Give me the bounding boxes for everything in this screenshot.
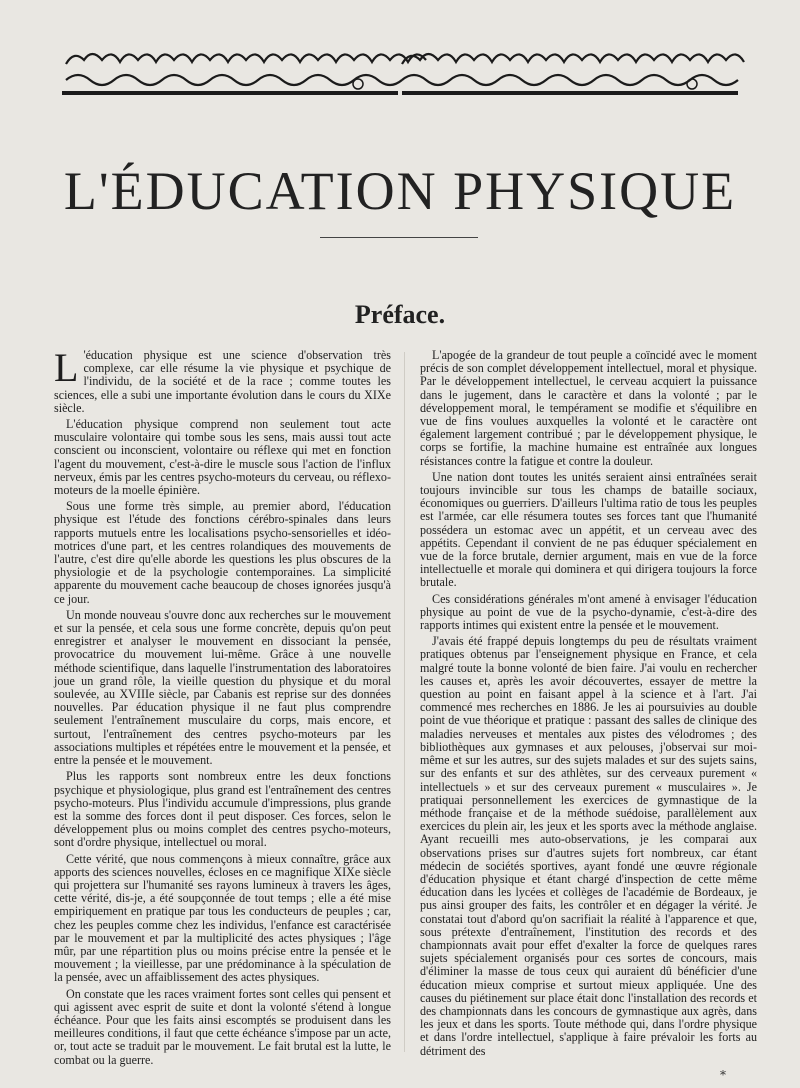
paragraph <box>54 345 391 415</box>
paragraph: Un monde nouveau s'ouvre donc aux recherches sur le mouvement et sur la pensée, et cela sous une forme concrète, depuis qu'on peut enregistrer et analyser le mouvement en dissociant la pensée, provocatrice du mouvement lui-même. Grâce à une nouvelle méthode scientifique, dans laquelle l'instrumentation des laboratoires joue un grand rôle, la vieille question du physique et du moral soulevée, au XVIIIe siècle, par Cabanis est reprise sur des données nouvelles. Par éducation physique il ne faut plus comprendre seulement l'entraînement musculaire du corps, mais encore, et surtout, l'entraînement des centres psycho-moteurs par les associations multiples et répétées entre le mouvement et la pensée, et entre la pensée et le mouvement. <box>54 607 391 768</box>
paragraph: Plus les rapports sont nombreux entre les deux fonctions psychique et physiologique, plus grand est l'entraînement des centres psycho-moteurs. Plus l'individu accumule d'impressions, plus grande est la somme des forces dont il peut disposer. Ces forces, selon le développement plus ou moins complet des centres psycho-moteurs, sont d'ordre physique, intellectuel ou moral. <box>54 769 391 850</box>
drop-capital: L <box>54 345 79 390</box>
paragraph: On constate que les races vraiment fortes sont celles qui pensent et qui agissent avec esprit de suite et dont la volonté s'étend à longue échéance. Pour que les faits ainsi escomptés se produisent dans les meilleures conditions, il faut que cette échéance s'impose par un acte, or, tout acte se traduit par le mouvement. Le fait brutal est la lutte, le combat ou la guerre. <box>54 986 391 1067</box>
paragraph: J'avais été frappé depuis longtemps du peu de résultats vraiment pratiques obtenus par l'enseignement physique en France, et cela malgré toute la bonne volonté de bien faire. J'ai voulu en rechercher les causes et, après les avoir découvertes, essayer de mettre la question au point en faisant appel à la science et à l'art. J'ai commencé mes recherches en 1886. Je les ai poursuivies au double point de vue théorique et pratique : passant des salles de clinique des maladies nerveuses et mentales aux pistes des vélodromes ; des bibliothèques aux gymnases et aux pelouses, j'observai sur moi-même et sur les autres, sur des sujets malades et sur des sujets sains, sur des enfants et sur des athlètes, sur des cerveaux purement « intellectuels » et sur des cerveaux purement « musculaires ». Je pratiquai personnellement les exercices de gymnastique de la méthode française et de la méthode suédoise, parallèlement aux exercices du plein air, les jeux et les sports avec la méthode anglaise. Ayant recueilli mes auto-observations, je les comparai aux observations prises sur d'autres sujets fort nombreux, car étant médecin de sociétés sportives, ayant fondé une œuvre régionale d'éducation physique et étant chargé d'inspection de cette même éducation dans les lycées et collèges de l'académie de Bordeaux, je pus ainsi grouper des faits, les contrôler et en dégager la vérité. Je constatai tout d'abord qu'on sacrifiait la réalité à l'apparence et que, sous prétexte d'entraînement, l'institution des records et des championnats avait pour effet d'exalter la force de quelques rares sujets spécialement organisés pour ces sortes de concours, mais d'éliminer la masse de tous ceux qui auraient dû bénéficier d'une éducation mieux comprise et surtout mieux appliquée. Une des causes du piétinement sur place était donc l'installation des records et des championnats dans les concours de gymnastique aux agrès, dans les jeux et dans les sports. Toute méthode qui, dans l'ordre physique et dans l'ordre intellectuel, s'applique à faire prévaloir les forts au détriment des <box>420 634 757 1058</box>
paragraph: Une nation dont toutes les unités seraient ainsi entraînées serait toujours invincible sur tous les champs de bataille sociaux, économiques ou guerriers. D'ailleurs l'ultima ratio de tous les peuples est l'armée, car elle résumera toutes ses forces tant que l'humanité possédera un estomac avec un appétit, et un cerveau avec des appétits. Cependant il convient de ne pas éduquer spécialement en vue de la force brutale, dernier argument, mais en vue de la force intellectuelle et morale qui dominera et qui dirigera toujours la force brutale. <box>420 469 757 590</box>
right-text-column <box>420 349 757 1059</box>
paragraph: L'éducation physique comprend non seulement tout acte musculaire volontaire qui tombe sous les sens, mais aussi tout acte conscient ou inconscient, volontaire ou réflexe qui met en fonction l'agent du mouvement, c'est-à-dire le muscle sous l'action de l'influx nerveux, émis par les centres psycho-moteurs du cerveau, ou réflexo-moteurs de la moelle épinière. <box>54 417 391 498</box>
title-divider <box>320 237 478 238</box>
paragraph: Sous une forme très simple, au premier abord, l'éducation physique est l'étude des fonctions cérébro-spinales dans leurs rapports mutuels entre les localisations psycho-sensorielles et idéo-motrices d'une part, et les centres rolandiques des mouvements de l'autre, c'est dire qu'elle aborde les questions les plus obscures de la physiologie et de la psychologie contemporaines. La simplicité apparente du mouvement cache beaucoup de choses ignorées jusqu'à ce jour. <box>54 499 391 606</box>
column-gutter <box>404 352 405 1052</box>
signature-mark: * <box>720 1068 726 1082</box>
paragraph: Cette vérité, que nous commençons à mieux connaître, grâce aux apports des sciences nouvelles, écloses en ce magnifique XIXe siècle qui projettera sur l'humanité ses rayons lumineux à travers les âges, cette vérité, dis-je, a été soupçonnée de tout temps ; elle a été mise empiriquement en pratique par tous les conducteurs de peuples ; car, chez les peuples comme chez les individus, l'enfance est caractérisée par le mouvement et par la multiplicité des actes physiques ; l'âge mûr, par une répartition plus ou moins précise entre la pensée et le mouvement ; la vieillesse, par une prédominance à la spéculation de la pensée, avec un affaiblissement des actes physiques. <box>54 851 391 985</box>
section-heading: Préface. <box>354 300 446 329</box>
paragraph: L'apogée de la grandeur de tout peuple a coïncidé avec le moment précis de son complet développement intellectuel, moral et physique. Par le développement intellectuel, le cerveau acquiert la puissance dans le jugement, dans le caractère et dans la volonté ; par le développement moral, le tempérament se modifie et s'équilibre en vue de fins voulues auxquelles la volonté et le caractère ont également largement contribué ; par le développement physique, le corps se fortifie, la machine humaine est entraînée aux longues résistances contre la fatigue et contre la douleur. <box>420 348 757 468</box>
page-title: L'ÉDUCATION PHYSIQUE <box>63 161 737 221</box>
paragraph: Ces considérations générales m'ont amené à envisager l'éducation physique au point de vue de la psycho-dynamie, c'est-à-dire des rapports intimes qui existent entre la pensée et le mouvement. <box>420 591 757 633</box>
paragraph-text: 'éducation physique est une science d'observation très complexe, car elle résume la vie physique et psychique de l'individu, de la société et de la race ; comme toutes les sciences, elle a subi une importante évolution dans le cours du XIXe siècle. <box>54 348 391 415</box>
decorative-header-ornament <box>62 42 738 100</box>
left-text-column <box>54 345 391 1067</box>
